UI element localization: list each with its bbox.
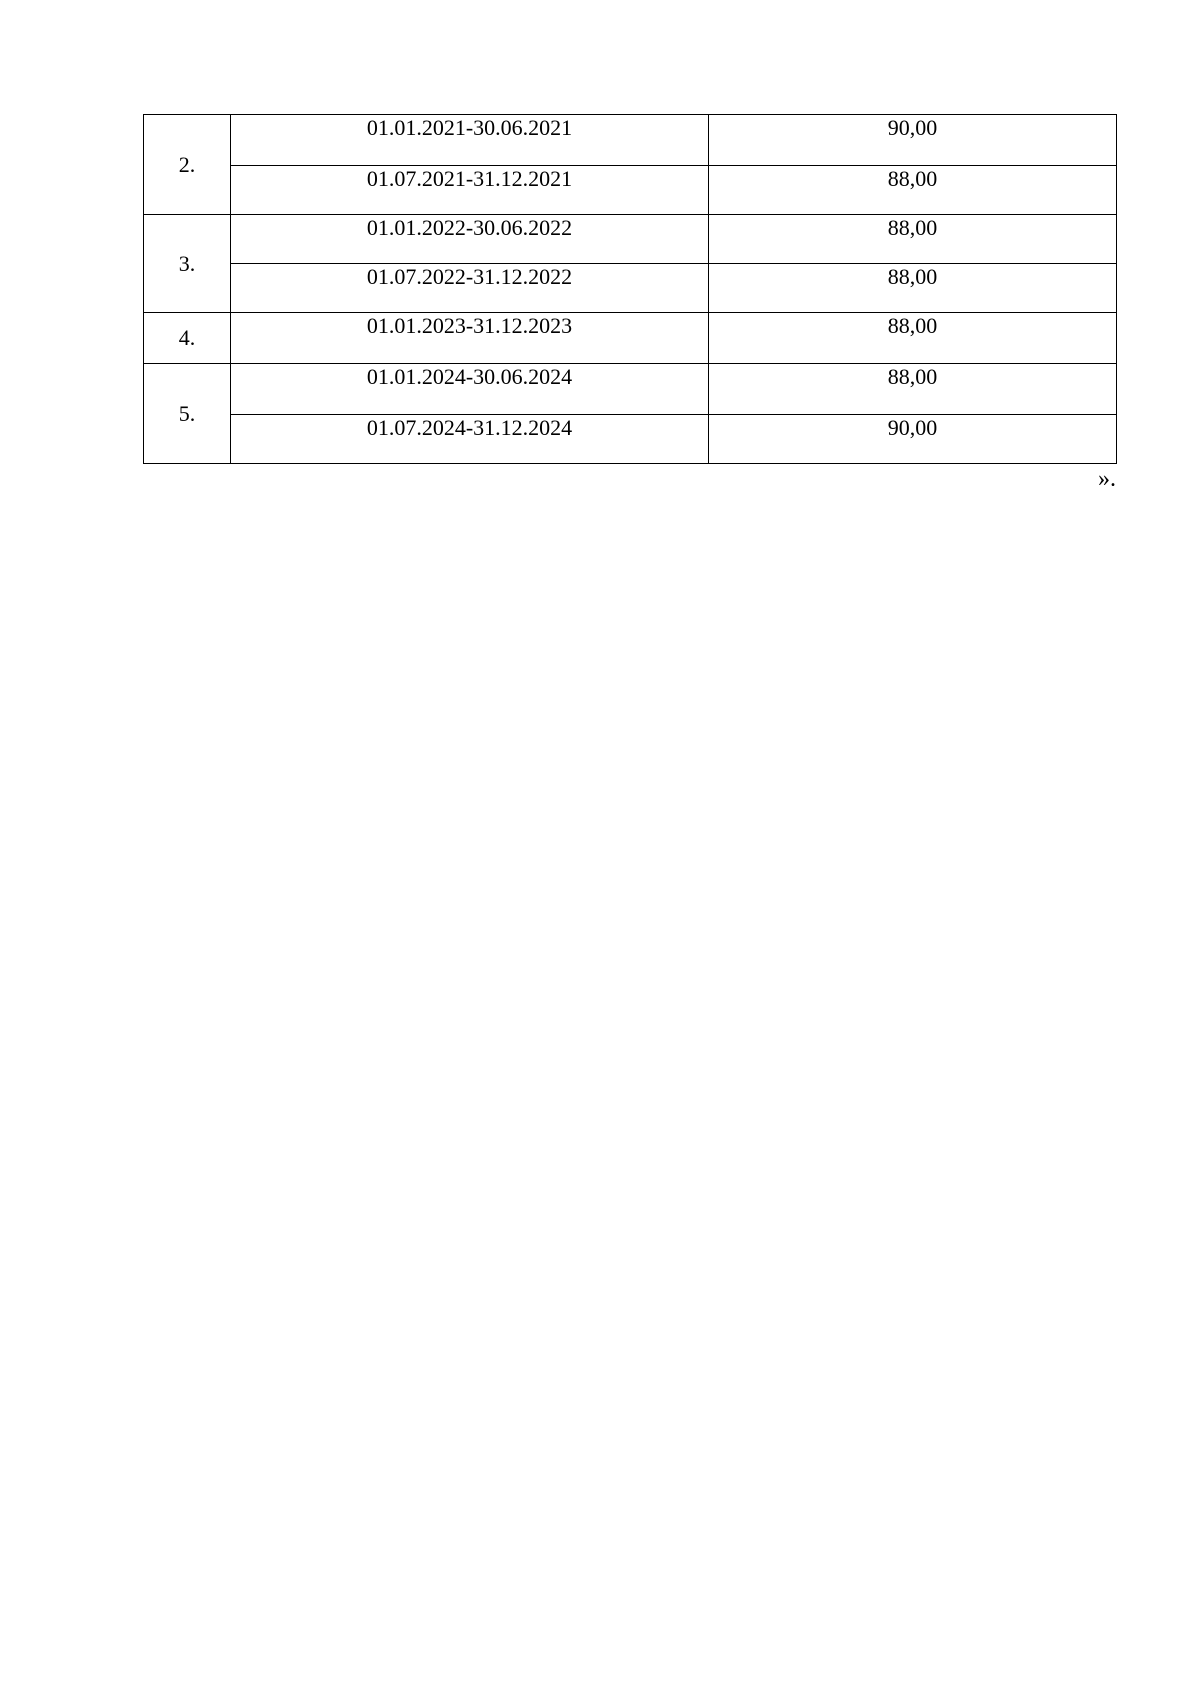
row-number-cell: 3. [144, 215, 231, 313]
period-cell: 01.01.2022-30.06.2022 [231, 215, 709, 264]
table-row [144, 264, 1117, 313]
value-cell: 90,00 [709, 415, 1117, 464]
row-number-cell: 4. [144, 313, 231, 364]
row-number-cell: 2. [144, 115, 231, 215]
period-cell: 01.07.2021-31.12.2021 [231, 166, 709, 215]
table-row [144, 415, 1117, 464]
value-cell: 88,00 [709, 215, 1117, 264]
value-cell: 90,00 [709, 115, 1117, 166]
value-cell: 88,00 [709, 364, 1117, 415]
value-cell: 88,00 [709, 264, 1117, 313]
table-row [144, 166, 1117, 215]
period-cell: 01.07.2024-31.12.2024 [231, 415, 709, 464]
table-row [144, 313, 1117, 364]
period-cell: 01.01.2021-30.06.2021 [231, 115, 709, 166]
value-cell: 88,00 [709, 313, 1117, 364]
table-row [144, 215, 1117, 264]
period-cell: 01.01.2023-31.12.2023 [231, 313, 709, 364]
row-number-cell: 5. [144, 364, 231, 464]
table-row [144, 364, 1117, 415]
period-cell: 01.07.2022-31.12.2022 [231, 264, 709, 313]
table-row [144, 115, 1117, 166]
closing-quote-mark: ». [1098, 466, 1116, 492]
rates-table [143, 114, 1117, 464]
period-cell: 01.01.2024-30.06.2024 [231, 364, 709, 415]
value-cell: 88,00 [709, 166, 1117, 215]
